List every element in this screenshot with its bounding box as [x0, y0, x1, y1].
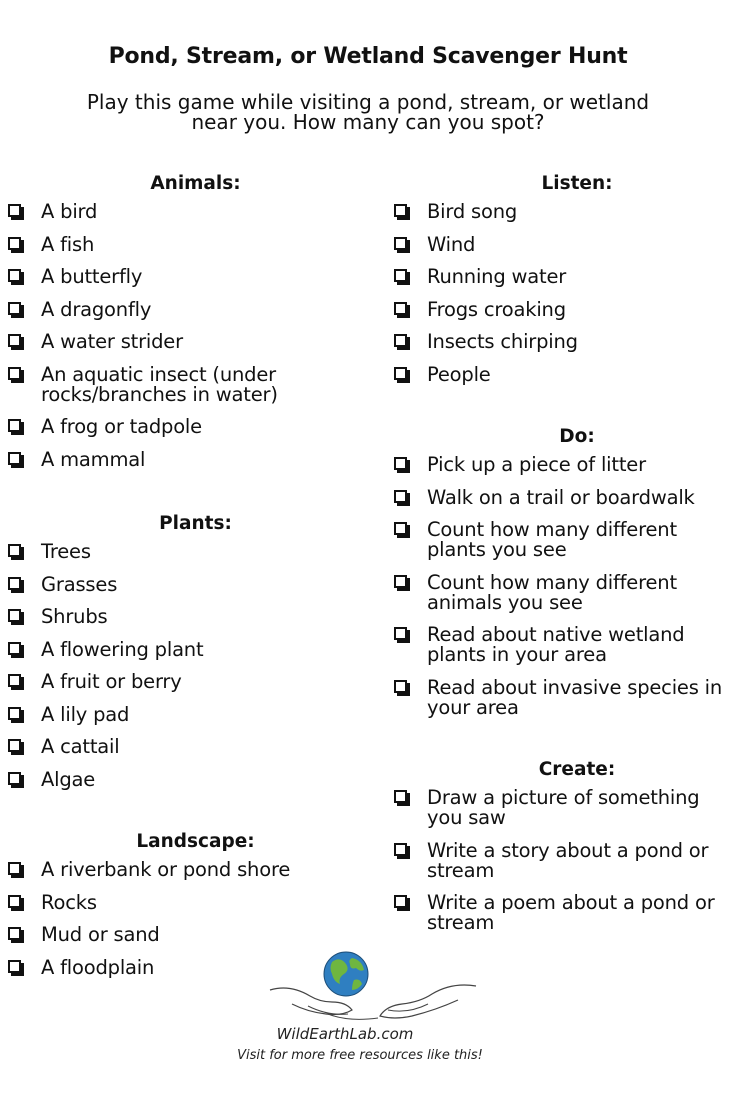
- checklist-item-label: Count how many different animals you see: [427, 570, 677, 614]
- checklist-item-label: A cattail: [41, 735, 120, 758]
- left-column: [8, 172, 353, 990]
- checklist-item: [8, 860, 353, 880]
- checklist-item: [394, 297, 730, 321]
- checkbox-icon[interactable]: [394, 627, 407, 640]
- checkbox-icon[interactable]: [394, 457, 407, 470]
- checklist-item-label: A fish: [41, 232, 95, 256]
- page-subtitle: [40, 92, 696, 132]
- checkbox-icon[interactable]: [8, 862, 21, 875]
- checklist-item-label: Count how many different plants you see: [427, 518, 677, 561]
- checkbox-icon[interactable]: [8, 772, 21, 785]
- checkbox-icon[interactable]: [8, 452, 21, 465]
- checkbox-icon[interactable]: [8, 419, 21, 432]
- section-heading-create: Create:: [538, 759, 616, 780]
- checklist-item: [8, 232, 353, 256]
- checklist-item: [8, 607, 353, 627]
- checklist-item: [394, 202, 730, 222]
- checklist-item-label: Write a poem about a pond or stream: [427, 891, 715, 934]
- checklist-item: [394, 267, 730, 287]
- right-column: [394, 172, 730, 946]
- checkbox-icon[interactable]: [394, 790, 407, 803]
- checklist-item: [8, 890, 353, 914]
- checklist-item-label: A riverbank or pond shore: [41, 858, 291, 881]
- checklist-item-label: A bird: [41, 200, 98, 223]
- checkbox-icon[interactable]: [394, 522, 407, 535]
- checkbox-icon[interactable]: [8, 544, 21, 557]
- checklist-item: [394, 485, 730, 509]
- checklist-item-label: Rocks: [41, 890, 97, 914]
- checkbox-icon[interactable]: [394, 334, 407, 347]
- checklist-item-label: Bird song: [427, 200, 518, 223]
- checkbox-icon[interactable]: [8, 927, 21, 940]
- checkbox-icon[interactable]: [394, 575, 407, 588]
- checklist-item-label: Wind: [427, 232, 476, 256]
- checkbox-icon[interactable]: [394, 269, 407, 282]
- checklist-item: [394, 893, 730, 933]
- checklist-item: [8, 542, 353, 562]
- subtitle-line-1: Play this game while visiting a pond, stream, or wetland: [86, 90, 650, 114]
- checklist-item: [8, 202, 353, 222]
- checklist-item: [394, 838, 730, 882]
- checklist-item: [394, 362, 730, 386]
- checkbox-icon[interactable]: [8, 237, 21, 250]
- checkbox-icon[interactable]: [8, 334, 21, 347]
- page-title: Pond, Stream, or Wetland Scavenger Hunt: [108, 44, 628, 69]
- checklist-item-label: An aquatic insect (under rocks/branches in water): [41, 362, 278, 406]
- checkbox-icon[interactable]: [8, 707, 21, 720]
- checklist-item: [394, 232, 730, 256]
- checklist-item: [8, 332, 353, 352]
- checkbox-icon[interactable]: [394, 367, 407, 380]
- section-heading-animals: Animals:: [150, 173, 241, 194]
- checklist-item-label: Grasses: [41, 572, 118, 596]
- checklist-item: [394, 788, 730, 828]
- checkbox-icon[interactable]: [8, 367, 21, 380]
- checkbox-icon[interactable]: [8, 674, 21, 687]
- checkbox-icon[interactable]: [394, 680, 407, 693]
- checklist-item: [8, 267, 353, 287]
- checklist-item: [8, 362, 353, 406]
- checklist-item-label: Insects chirping: [427, 330, 578, 353]
- earth-in-hands-logo-icon: [268, 950, 478, 1030]
- checklist-item-label: Draw a picture of something you saw: [427, 786, 700, 829]
- checkbox-icon[interactable]: [8, 204, 21, 217]
- globe-icon: [324, 952, 368, 996]
- checklist-item: [394, 675, 730, 719]
- checklist-item-label: A water strider: [41, 330, 183, 353]
- checklist-item-label: Frogs croaking: [427, 297, 566, 321]
- checklist-item-label: Trees: [41, 540, 91, 563]
- checklist-item: [8, 767, 353, 791]
- do-list: [394, 455, 730, 718]
- checklist-item: [394, 455, 730, 475]
- subtitle-line-2: near you. How many can you spot?: [191, 110, 545, 134]
- checklist-item-label: A dragonfly: [41, 297, 152, 321]
- checklist-item-label: Write a story about a pond or stream: [427, 838, 709, 882]
- right-hand-icon: [380, 985, 476, 1018]
- checkbox-icon[interactable]: [394, 237, 407, 250]
- checkbox-icon[interactable]: [394, 302, 407, 315]
- checklist-item-label: A fruit or berry: [41, 670, 182, 693]
- checkbox-icon[interactable]: [8, 739, 21, 752]
- checklist-item-label: Read about native wetland plants in your area: [427, 623, 685, 666]
- checklist-item-label: A mammal: [41, 447, 146, 471]
- checklist-item: [8, 637, 353, 661]
- checklist-item-label: People: [427, 362, 491, 386]
- checklist-item-label: A frog or tadpole: [41, 415, 202, 438]
- checkbox-icon[interactable]: [394, 843, 407, 856]
- checklist-item-label: A floodplain: [41, 955, 155, 979]
- checklist-item-label: Read about invasive species in your area: [427, 675, 723, 719]
- section-heading-listen: Listen:: [541, 173, 613, 194]
- checklist-item: [8, 672, 353, 692]
- checkbox-icon[interactable]: [394, 490, 407, 503]
- checklist-item: [394, 520, 730, 560]
- checklist-item-label: Shrubs: [41, 605, 108, 628]
- checklist-item: [8, 417, 353, 437]
- checkbox-icon[interactable]: [8, 609, 21, 622]
- checklist-item-label: Pick up a piece of litter: [427, 453, 646, 476]
- checkbox-icon[interactable]: [8, 577, 21, 590]
- section-heading-plants: Plants:: [159, 513, 232, 534]
- checkbox-icon[interactable]: [8, 960, 21, 973]
- checklist-item-label: Running water: [427, 265, 567, 288]
- checkbox-icon[interactable]: [8, 302, 21, 315]
- checklist-item-label: A lily pad: [41, 702, 130, 726]
- checklist-item-label: Algae: [41, 767, 96, 791]
- section-heading-landscape: Landscape:: [136, 831, 255, 852]
- section-heading-do: Do:: [559, 426, 595, 447]
- checklist-item-label: A butterfly: [41, 265, 143, 288]
- checklist-item: [394, 332, 730, 352]
- footer-tagline: Visit for more free resources like this!: [237, 1048, 483, 1063]
- create-list: [394, 788, 730, 933]
- checkbox-icon[interactable]: [394, 204, 407, 217]
- site-name: WildEarthLab.com: [276, 1025, 414, 1043]
- listen-list: [394, 202, 730, 385]
- checklist-item: [8, 447, 353, 471]
- checkbox-icon[interactable]: [8, 895, 21, 908]
- checkbox-icon[interactable]: [394, 895, 407, 908]
- checkbox-icon[interactable]: [8, 269, 21, 282]
- checklist-item: [8, 737, 353, 757]
- checklist-item: [394, 625, 730, 665]
- checkbox-icon[interactable]: [8, 642, 21, 655]
- checklist-item: [8, 925, 353, 945]
- plants-list: [8, 542, 353, 790]
- checklist-item: [394, 570, 730, 614]
- checklist-item: [8, 297, 353, 321]
- checklist-item: [8, 572, 353, 596]
- checklist-item: [8, 702, 353, 726]
- checklist-item-label: Walk on a trail or boardwalk: [427, 485, 695, 509]
- checklist-item-label: A flowering plant: [41, 637, 204, 661]
- checklist-item-label: Mud or sand: [41, 923, 160, 946]
- animals-list: [8, 202, 353, 470]
